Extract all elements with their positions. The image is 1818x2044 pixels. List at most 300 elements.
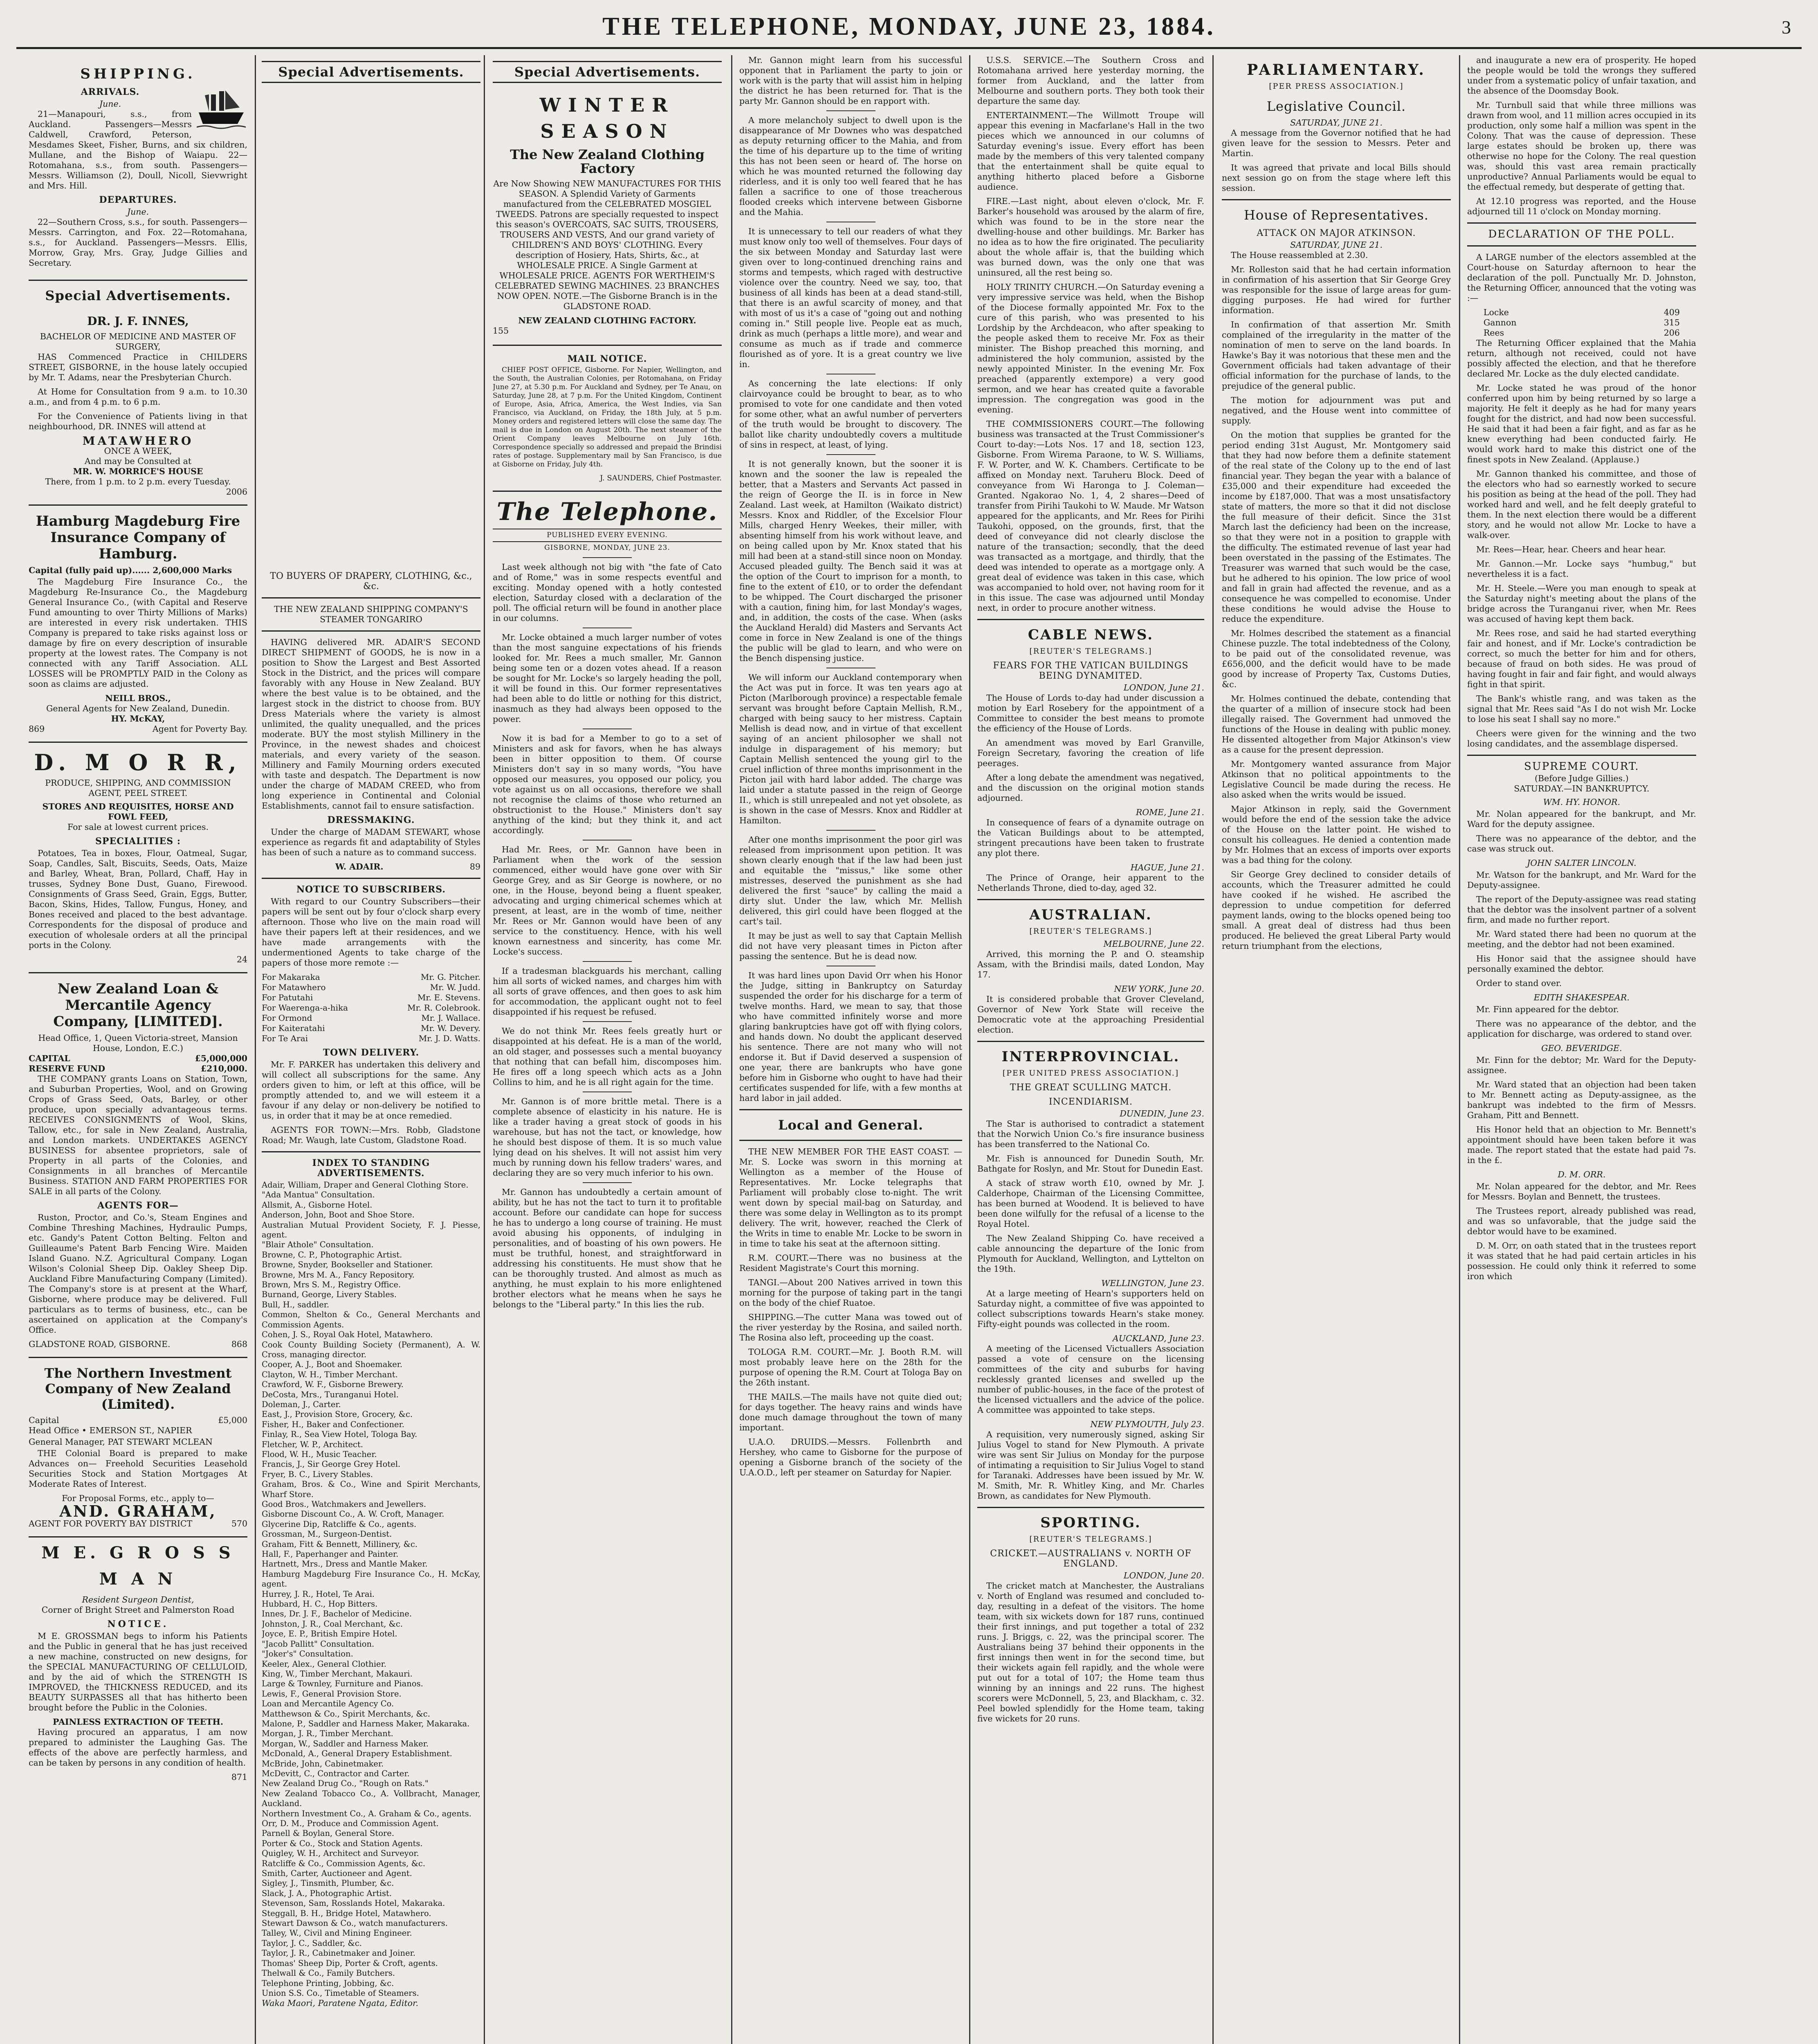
northern-title: The Northern Investment Company of New Zealand (Limited). xyxy=(44,1365,232,1412)
index-item: McDevitt, C., Contractor and Carter. xyxy=(262,1768,410,1778)
index-item: Good Bros., Watchmakers and Jewellers. xyxy=(262,1499,426,1509)
index-item: Browne, C. P., Photographic Artist. xyxy=(262,1250,402,1260)
dateline: WELLINGTON, June 23. xyxy=(1101,1278,1204,1288)
case-name: EDITH SHAKESPEAR. xyxy=(1533,993,1630,1002)
index-item: Joyce, E. P., British Empire Hotel. xyxy=(262,1629,397,1639)
court-paragraph: Mr. Nolan appeared for the debtor, and Mr. Rees for Messrs. Boylan and Bennett, the trustees. xyxy=(1467,1181,1696,1201)
index-item: McBride, John, Cabinetmaker. xyxy=(262,1759,384,1768)
attack-heading: ATTACK ON MAJOR ATKINSON. xyxy=(1257,228,1416,238)
innes-body: HAS Commenced Practice in CHILDERS STREET, GISBORNE, in the house lately occupied by Mr. T. Adams, near the Presbyterian Church. xyxy=(29,352,247,382)
innes-ref: 2006 xyxy=(226,487,247,497)
index-item: Sigley, J., Tinsmith, Plumber, &c. xyxy=(262,1878,394,1888)
sculling-heading: THE GREAT SCULLING MATCH. xyxy=(1010,1083,1172,1093)
grossman-ad xyxy=(29,1540,247,1782)
local-paragraph: U.A.O. DRUIDS.—Messrs. Follenbrth and Hershey, who came to Gisborne for the purpose of opening a Gisborne branch of the society of the U.A.O.D., left per steamer on Saturday for Napier. xyxy=(739,1437,962,1477)
dateline: NEW YORK, June 20. xyxy=(1114,984,1204,994)
house-paragraph: The House reassembled at 2.30. xyxy=(1231,250,1368,260)
index-item: Australian Mutual Provident Society, F. J. Piesse, agent. xyxy=(262,1220,480,1240)
index-item: Francis, J., Sir George Grey Hotel. xyxy=(262,1459,401,1469)
index-item: Cohen, J. S., Royal Oak Hotel, Matawhero. xyxy=(262,1330,433,1340)
press-credit: [PER PRESS ASSOCIATION.] xyxy=(1269,82,1404,91)
clothing-footer: NEW ZEALAND CLOTHING FACTORY. xyxy=(518,316,696,325)
index-item: Fletcher, W. P., Architect. xyxy=(262,1439,363,1449)
index-item: Morgan, J. R., Timber Merchant. xyxy=(262,1729,393,1739)
shipping-company-notice: THE NEW ZEALAND SHIPPING COMPANY'S STEAMER TONGARIRO xyxy=(274,604,468,624)
northern-capital-value: £5,000 xyxy=(218,1415,247,1425)
index-item: Graham, Bros. & Co., Wine and Spirit Merchants, Wharf Store. xyxy=(262,1479,480,1499)
sporting-heading: SPORTING. xyxy=(1040,1515,1141,1531)
council-date: SATURDAY, JUNE 21. xyxy=(1290,118,1383,128)
orr-specialities: Potatoes, Tea in boxes, Flour, Oatmeal, Sugar, Soap, Candles, Salt, Biscuits, Seeds, Oats, Maize and Barley, Wheat, Bran, Pollard, Chaff, Hay in trusses, Sydney Bone Dust, Guano, Firewood. Consignments of Grass Seed, Grain, Eggs, Butter, Bacon, Skins, Hides, Tallow, Fungus, Honey, and Bones received and placed to the best advantage. Correspondents for the disposal of produce and execution of wholesale orders at all the principal ports in the Colony. xyxy=(29,848,247,950)
local-paragraph: THE MAILS.—The mails have not quite died out; for days together. The heavy rains and winds have done much damage throughout the town of many important. xyxy=(739,1392,962,1432)
poll-paragraph: Cheers were given for the winning and the two losing candidates, and the assemblage dispersed. xyxy=(1467,728,1696,749)
column-rule xyxy=(484,55,485,2044)
index-item: Thomas' Sheep Dip, Porter & Croft, agents. xyxy=(262,1958,438,1968)
case-name: D. M. ORR. xyxy=(1558,1170,1606,1179)
leader-paragraph: Now it is bad for a Member to go to a set of Ministers and ask for favors, when he has always been in bitter opposition to them. Of course Ministers don't say in so many words, "You have opposed our measures, you opposed our policy, you vote against us on all occasions, therefore we shall not recognise the claims of those who returned an obstructionist to the House." Ministers don't say anything of the kind; but they think it, and act accordingly. xyxy=(493,733,722,835)
northern-body: THE Colonial Board is prepared to make Advances on— Freehold Securities Leasehold Securities Stock and Station Mortgages At Moderate Rates of Interest. xyxy=(29,1448,247,1489)
poll-paragraph: The Returning Officer explained that the Mahia return, although not received, could not have possibly affected the election, and that he therefore declared Mr. Locke as the duly elected candidate. xyxy=(1467,338,1696,379)
index-item: Thelwall & Co., Family Butchers. xyxy=(262,1968,395,1978)
blank-advert-space xyxy=(262,85,480,568)
inter-paragraph: The New Zealand Shipping Co. have received a cable announcing the departure of the Ionic from Plymouth for Auckland, Wellington, and Lyttelton on the 19th. xyxy=(977,1233,1204,1274)
index-item: Bull, H., saddler. xyxy=(262,1300,330,1309)
dateline: AUCKLAND, June 23. xyxy=(1112,1334,1204,1343)
arrivals-text: 21—Manapouri, s.s., from Auckland. Passengers—Messrs Caldwell, Crawford, Peterson, Mesdames Skeet, Fisher, Burns, and six children, Mullane, and the Bishop of Waiapu. 22—Rotomahana, s.s., from south. Passengers—Messrs. Williamson (2), Doull, Nicoll, Sievwright and Mrs. Hill. xyxy=(29,109,247,191)
adair-signature: W. ADAIR. xyxy=(335,862,384,872)
index-item: Large & Townley, Furniture and Pianos. xyxy=(262,1679,423,1689)
steamship-icon xyxy=(197,87,246,132)
hamburg-ad xyxy=(29,506,247,743)
court-paragraph: Mr. Ward stated there had been no quorum at the meeting, and the debtor had not been examined. xyxy=(1467,929,1696,949)
mail-body: CHIEF POST OFFICE, Gisborne. For Napier, Wellington, and the South, the Australian Colonies, per Rotomahana, on Friday June 27, at 5.30 p.m. For Auckland and Sydney, per Te Anau, on Saturday, June 28, at 7 p.m. For the United Kingdom, Continent of Europe, Asia, Africa, America, the West Indies, via San Francisco, via Auckland, on Friday, the 18th July, at 5 p.m. Money orders and registered letters will close the same day. The mail is due in London on August 20th. The next steamer of the Orient Company leaves Melbourne on July 16th. Correspondence specially so addressed and prepaid the Brindisi rates of postage. Supplementary mail by San Francisco, is due at Gisborne on Friday, July 4th. xyxy=(493,366,722,468)
poll-paragraph: Mr. Gannon thanked his committee, and those of the electors who had so earnestly worked to secure his position as being at the head of the poll. They had worked hard and well, and he felt deeply grateful to them. In the next election there would be a different story, and he would not allow Mr. Locke to have a walk-over. xyxy=(1467,469,1696,540)
index-item: McDonald, A., General Drapery Establishment. xyxy=(262,1749,452,1759)
house-paragraph: Sir George Grey declined to consider details of accounts, which the Treasurer admitted he could have cooked if he wished. He ascribed the depression to undue competition for deferred payment lands, owing to the blocks opened being too small. A great deal of distress had thus been produced. He believed the great Liberal Party would return triumphant from the elections, xyxy=(1222,870,1451,951)
index-item: Taylor, J. C., Saddler, &c. xyxy=(262,1938,362,1948)
house-paragraph: Mr. Montgomery wanted assurance from Major Atkinson that no political appointments to the Legislative Council be made during the recess. He also asked when the writs would be issued. xyxy=(1222,759,1451,800)
court-paragraph: Mr. Ward stated that an objection had been taken to Mr. Bennett acting as Deputy-assignee, as the bankrupt was indebted to the firm of Messrs. Graham, Pitt and Bennett. xyxy=(1467,1080,1696,1120)
index-item: Brown, Mrs S. M., Registry Office. xyxy=(262,1280,401,1290)
delivery-body: Mr. F. PARKER has undertaken this delivery and will collect all subscriptions for the same. Any orders given to him, or left at this office, will be promptly attended to, and we will esteem it a favour if any delay or non-delivery be notified to us, in order that it may be at once remedied. xyxy=(262,1060,480,1121)
index-item: Cooper, A. J., Boot and Shoemaker. xyxy=(262,1360,403,1369)
court-paragraph: Mr. Finn appeared for the debtor. xyxy=(1476,1004,1619,1014)
column-7 xyxy=(1467,55,1696,2044)
sporting-paragraph: The cricket match at Manchester, the Australians v. North of England was resumed and concluded to-day, resulting in a defeat of the visitors. The home team, with six wickets down for 187 runs, continued their first innings, and put together a total of 232 runs. J. Briggs, c. 22, was the principal scorer. The Australians being 37 behind their opponents in the first innings then went in for the second time, but their wickets again fell rapidly, and the whole were put out for a total of 107; the Home team thus winning by an innings and 22 runs. The highest scorers were McDonnell, 5, 23, and Blackham, c. 32. Peel bowled splendidly for the Home team, taking five wickets for 20 runs. xyxy=(977,1581,1204,1724)
index-item: Morgan, W., Saddler and Harness Maker. xyxy=(262,1739,429,1748)
index-item: Northern Investment Co., A. Graham & Co., agents. xyxy=(262,1809,471,1818)
northern-ref: 570 xyxy=(231,1519,247,1529)
court-paragraph: Order to stand over. xyxy=(1476,978,1562,988)
poll-paragraph: Mr. Rees rose, and said he had started everything fair and honest, and if Mr. Locke's contradiction be correct, so much the better for him and for others, because of fraud on both sides. He was proud of having fought in fair and fair fight, and would always fight in that spirit. xyxy=(1467,628,1696,689)
incendiarism-heading: INCENDIARISM. xyxy=(1048,1097,1133,1107)
house-paragraph: Major Atkinson in reply, said the Government would before the end of the session take the advice of the House on the latter point. He wished to consult his colleagues. He denied a contention made by Mr. Holmes that an excess of imports over exports was a bad thing for the colony. xyxy=(1222,804,1451,865)
cable-news-heading: CABLE NEWS. xyxy=(1028,627,1154,643)
index-item: Anderson, John, Boot and Shoe Store. xyxy=(262,1210,415,1220)
innes-house: MR. W. MORRICE'S HOUSE xyxy=(73,466,203,476)
court-paragraph: Mr. Finn for the debtor; Mr. Ward for the Deputy-assignee. xyxy=(1467,1055,1696,1075)
nz-loan-agents: Ruston, Proctor, and Co.'s, Steam Engines and Combine Threshing Machines, Hydraulic Pumps, etc. Gandy's Patent Cotton Belting. Felton and Guilleaume's Patent Barb Fencing Wire. Maiden Island Guano. N.Z. Agricultural Company. Logan Wilson's Colonial Sheep Dip. Oakley Sheep Dip. Auckland Fibre Manufacturing Company (Limited). The Company's store is at present at the Wharf, Gisborne, where produce may be delivered. Full particulars as to terms of business, etc., can be ascertained on application at the Company's Office. xyxy=(29,1213,247,1335)
australian-paragraph: Arrived, this morning the P. and O. steamship Assam, with the Brindisi mails, dated London, May 17. xyxy=(977,949,1204,979)
local-paragraph: TANGI.—About 200 Natives arrived in town this morning for the purpose of taking part in the tangi on the body of the chief Ruatoe. xyxy=(739,1278,962,1308)
court-paragraph: Mr. Nolan appeared for the bankrupt, and Mr. Ward for the deputy assignee. xyxy=(1467,809,1696,829)
australian-heading: AUSTRALIAN. xyxy=(1029,907,1152,923)
article-paragraph: We will inform our Auckland contemporary when the Act was put in force. It was ten years ago at Picton (Marlborough province) a respectable female servant was brought before Captain Mellish, R.M., charged with being saucy to her mistress. Captain Mellish is dead now, and in virtue of that excellent saying of an ancient philosopher we shall not indulge in disparagement of his memory; but Captain Mellish sentenced the young girl to the cruel infliction of three months imprisonment in the Picton jail with hard labor added. The charge was laid under a statute passed in the reign of George II., which is still unrepealed and not yet obsolete, as is shown in the case of Messrs. Knox and Riddler at Hamilton. xyxy=(739,672,962,825)
index-item: Stewart Dawson & Co., watch manufacturers. xyxy=(262,1918,448,1928)
court-paragraph: His Honor said that the assignee should have personally examined the debtor. xyxy=(1467,954,1696,974)
list-item: For Patutahi Mr. E. Stevens. xyxy=(262,993,480,1002)
index-item: Slack, J. A., Photographic Artist. xyxy=(262,1888,392,1898)
masthead xyxy=(25,8,1793,45)
mail-signature: J. SAUNDERS, Chief Postmaster. xyxy=(600,474,722,482)
masthead-rule xyxy=(16,47,1802,49)
local-paragraph: R.M. COURT.—There was no business at the Resident Magistrate's Court this morning. xyxy=(739,1253,962,1273)
dateline: DUNEDIN, June 23. xyxy=(1120,1109,1204,1118)
article-paragraph: It may be just as well to say that Captain Mellish did not have very pleasant times in Picton after passing the sentence. But he is dead now. xyxy=(739,931,962,961)
orr-sale: For sale at lowest current prices. xyxy=(67,822,209,832)
nz-loan-reserve-value: £210,000. xyxy=(200,1064,247,1074)
northern-agent: AND. GRAHAM, xyxy=(59,1502,217,1520)
inter-paragraph: A stack of straw worth £10, owned by Mr. J. Calderhope, Chairman of the Licensing Committee, has been burned at Woodend. It is believed to have been done wilfully for the refusal of a license to the Royal Hotel. xyxy=(977,1178,1204,1229)
index-item: "Ada Mantua" Consultation. xyxy=(262,1190,375,1200)
dateline: ROME, June 21. xyxy=(1136,807,1204,817)
innes-name: DR. J. F. INNES, xyxy=(87,314,189,328)
published-line: PUBLISHED EVERY EVENING. xyxy=(493,529,722,542)
hamburg-title: Hamburg Magdeburg Fire Insurance Company of Hamburg. xyxy=(36,513,240,562)
local-paragraph: FIRE.—Last night, about eleven o'clock, Mr. F. Barker's household was aroused by the alarm of fire, which was found to be in the store near the dwelling-house and other buildings. Mr. Barker has no idea as to how the fire originated. The peculiarity about the whole affair is, that the building which was burned down, was the only one that was uninsured, all the rest being so. xyxy=(977,196,1204,278)
local-paragraph: TOLOGA R.M. COURT.—Mr. J. Booth R.M. will most probably leave here on the 28th for the purpose of opening the R.M. Court at Tologa Bay on the 26th instant. xyxy=(739,1347,962,1387)
masthead-title: THE TELEPHONE, MONDAY, JUNE 23, 1884. xyxy=(602,12,1216,40)
index-item: Flood, W. H., Music Teacher. xyxy=(262,1449,377,1459)
delivery-agents: AGENTS FOR TOWN:—Mrs. Robb, Gladstone Road; Mr. Waugh, late Custom, Gladstone Road. xyxy=(262,1125,480,1145)
index-item: Glycerine Dip, Ratcliffe & Co., agents. xyxy=(262,1519,417,1529)
adair-ref: 89 xyxy=(469,862,480,872)
index-item: Burnand, George, Livery Stables. xyxy=(262,1290,397,1300)
innes-ad xyxy=(29,307,247,506)
dressmaking-heading: DRESSMAKING. xyxy=(327,815,415,825)
press-credit: [PER UNITED PRESS ASSOCIATION.] xyxy=(1002,1069,1179,1078)
index-item: "Joker's" Consultation. xyxy=(262,1649,353,1659)
house-paragraph: Mr. Rolleston said that he had certain information in confirmation of his assertion that Sir George Grey was responsible for the issue of large areas for gum-digging purposes. He had wired for further information. xyxy=(1222,264,1451,315)
orr-role: PRODUCE, SHIPPING, AND COMMISSION AGENT, PEEL STREET. xyxy=(45,778,231,798)
table-row: Gannon 315 xyxy=(1484,318,1680,327)
index-item: "Blair Athole" Consultation. xyxy=(262,1240,374,1250)
adair-body: HAVING delivered MR. ADAIR'S SECOND DIRECT SHIPMENT of GOODS, he is now in a position to Show the Largest and Best Assorted Stock in the District, and the prices will compare favorably with any House in New Zealand. BUY where the best value is to be obtained, and the largest stock in the district to choose from. BUY Dress Materials where the variety is almost unlimited, the quality unequalled, and the prices moderate. BUY the most stylish Millinery in the Province, in the newest shades and choicest materials, and every variety of the season. Millinery and Family Mourning orders executed with taste and despatch. The Department is now under the charge of MADAM CREED, who from long experience in Continental and Colonial Establishments, cannot fail to ensure satisfaction. xyxy=(262,637,480,811)
column-rule xyxy=(969,55,970,2044)
grossman-address: Corner of Bright Street and Palmerston Road xyxy=(41,1605,235,1615)
northern-agent-role: AGENT FOR POVERTY BAY DISTRICT xyxy=(29,1519,193,1529)
index-item: Finlay, R., Sea View Hotel, Tologa Bay. xyxy=(262,1430,417,1439)
index-item: Stevenson, Sam, Rosslands Hotel, Makaraka. xyxy=(262,1898,445,1908)
poll-results xyxy=(1467,307,1696,338)
index-item: Hall, F., Paperhanger and Painter. xyxy=(262,1549,399,1559)
index-item: "Jacob Pallitt" Consultation. xyxy=(262,1639,375,1649)
reuters-credit: [REUTER'S TELEGRAMS.] xyxy=(1029,1535,1152,1544)
article-paragraph: It is not generally known, but the sooner it is known and the sooner the law is repealed the better, that a Masters and Servants Act passed in the reign of George the II. is in force in New Zealand. Last week, at Hamilton (Waikato district) Messrs. Knox and Riddler, of the Excelsior Flour Mills, charged Henry Weekes, their miller, with absenting himself from his work without leave, and on being called upon by Mr. Knox stated that his mill had been at a stand-still since noon on Monday. Accused pleaded guilty. The Bench said it was at the option of the Court to imprison for a month, to fine to the extent of £10, or to order the defendant to be whipped. The Court discharged the prisoner with a caution, fining him, for last Monday's wages, and, in addition, the costs of the case. When (asks the Auckland Herald) did Masters and Servants Act come in force in New Zealand is one of the things the public will be glad to learn, and who were on the Bench dispensing justice. xyxy=(739,459,962,663)
index-item: Hubbard, H. C., Hop Bitters. xyxy=(262,1599,378,1609)
index-item: Telephone Printing, Jobbing, &c. xyxy=(262,1978,394,1988)
special-ads-heading: Special Advertisements. xyxy=(45,288,231,303)
index-item: Hartnett, Mrs., Dress and Mantle Maker. xyxy=(262,1559,428,1569)
index-item: Clayton, W. H., Timber Merchant. xyxy=(262,1369,398,1379)
index-item: Quigley, W. H., Architect and Surveyor. xyxy=(262,1849,419,1858)
index-item: Grossman, M., Surgeon-Dentist. xyxy=(262,1529,392,1539)
index-item: Adair, William, Draper and General Clothing Store. xyxy=(262,1180,469,1190)
local-paragraph: U.S.S. SERVICE.—The Southern Cross and Rotomahana arrived here yesterday morning, the former from Auckland, and the latter from Melbourne and southern ports. They both took their departure the same day. xyxy=(977,55,1204,106)
house-date: SATURDAY, JUNE 21. xyxy=(1290,240,1383,250)
local-paragraph: ENTERTAINMENT.—The Willmott Troupe will appear this evening in Macfarlane's Hall in the two pieces which we announced in our columns of Saturday evening's issue. Every effort has been made by the members of this very talented company that the entertainment shall be quite equal to anything hitherto placed before a Gisborne audience. xyxy=(977,110,1204,192)
leader-paragraph: We do not think Mr. Rees feels greatly hurt or disappointed at his defeat. He is a man of the world, an old stager, and possesses such a mental buoyancy that nothing that can befall him, discomposes him. He fires off a long speech which acts as a John Collins to him, and he is all right again for the time. xyxy=(493,1026,722,1087)
grossman-name: M E. G R O S S M A N xyxy=(41,1543,235,1589)
grossman-ref: 871 xyxy=(231,1772,247,1782)
index-item: Smith, Carter, Auctioneer and Agent. xyxy=(262,1869,412,1878)
dateline: HAGUE, June 21. xyxy=(1130,863,1204,872)
poll-paragraph: The Bank's whistle rang, and was taken as the signal that Mr. Rees said "As I do not wish Mr. Locke to lose his seat I shall say no more." xyxy=(1467,694,1696,724)
index-item: Cook County Building Society (Permanent), A. W. Cross, managing director. xyxy=(262,1340,480,1359)
innes-convenience: For the Convenience of Patients living in that neighbourhood, DR. INNES will attend at xyxy=(29,411,247,431)
clothing-factory-ad xyxy=(493,85,722,346)
delivery-heading: TOWN DELIVERY. xyxy=(323,1047,420,1058)
hamburg-body: The Magdeburg Fire Insurance Co., the Magdeburg Re-Insurance Co., the Magdeburg General Insurance Co., (with Capital and Reserve Fund amounting to over Thirty Millions of Marks) are interested in every risk undertaken. THIS Company is prepared to take risks against loss or damage by fire on every description of insurable property at the lowest rates. The Company is not connected with any Tariff Association. ALL LOSSES will be PROMPTLY PAID in the Colony as soon as claims are adjusted. xyxy=(29,577,247,689)
court-paragraph: D. M. Orr, on oath stated that in the trustees report it was stated that he had paid certain articles in his possession. He could only think it referred to some iron which xyxy=(1467,1241,1696,1281)
special-ads-heading: Special Advertisements. xyxy=(262,61,480,83)
house-paragraph: Mr. Holmes continued the debate, contending that the quarter of a million of insecure stock had been illegally raised. The Government had unmoved the functions of the House in dealing with public money. He dissented altogether from Major Atkinson's view as a cause for the present depression. xyxy=(1222,694,1451,755)
list-item: For Te Arai Mr. J. D. Watts. xyxy=(262,1033,480,1043)
council-heading: Legislative Council. xyxy=(1266,99,1406,114)
index-item: Union S.S. Co., Timetable of Steamers. xyxy=(262,1988,419,1998)
dateline: MELBOURNE, June 22. xyxy=(1103,939,1204,949)
index-item: East, J., Provision Store, Grocery, &c. xyxy=(262,1410,413,1419)
index-item: King, W., Timber Merchant, Makauri. xyxy=(262,1669,413,1679)
poll-paragraph: Mr. Locke stated he was proud of the honor conferred upon him by being returned by so large a majority. He felt it deeply as he had for many years fought for the district, and had now been successful. He said that it had been a fair fight, and as far as he knew everything had been conducted fairly. He would work hard to make this district one of the finest spots in New Zealand. (Applause.) xyxy=(1467,383,1696,464)
case-name: GEO. BEVERIDGE. xyxy=(1541,1043,1622,1053)
house-paragraph: Mr. Turnbull said that while three millions was drawn from wool, and 11 million acres occupied in its production, only some half a million was spent in the Colony. That was the cause of depression. These large estates should be broken up, there was otherwise no hope for the Colony. The real question was, should this vast area remain practically unproductive? Annual Parliaments would be equal to the effectual remedy, but desperate of getting that. xyxy=(1467,100,1696,192)
grossman-notice-heading: NOTICE. xyxy=(107,1619,169,1629)
poll-intro: A LARGE number of the electors assembled at the Court-house on Saturday afternoon to hear the declaration of the poll. Punctually Mr. D. Johnston, the Returning Officer, announced that the voting was :— xyxy=(1467,252,1696,303)
northern-manager: General Manager, PAT STEWART MCLEAN xyxy=(29,1437,213,1447)
dateline: NEW PLYMOUTH, July 23. xyxy=(1090,1419,1204,1429)
index-item: Fisher, H., Baker and Confectioner. xyxy=(262,1419,404,1429)
index-item: Crawford, W. F., Gisborne Brewery. xyxy=(262,1380,404,1390)
index-list xyxy=(262,1180,480,1998)
reuters-credit: [REUTER'S TELEGRAMS.] xyxy=(1029,927,1152,936)
newspaper-nameplate: The Telephone. xyxy=(496,498,718,526)
court-paragraph: The Trustees report, already published was read, and was so unfavorable, that the judge said the debtor would have to be examined. xyxy=(1467,1206,1696,1236)
cable-paragraph: An amendment was moved by Earl Granville, Foreign Secretary, favoring the creation of life peerages. xyxy=(977,738,1204,768)
drapery-notice: TO BUYERS OF DRAPERY, CLOTHING, &c., &c. xyxy=(270,571,472,592)
subscribers-heading: NOTICE TO SUBSCRIBERS. xyxy=(296,884,446,895)
column-2 xyxy=(262,55,480,2044)
column-rule xyxy=(1459,55,1460,2044)
northern-apply: For Proposal Forms, etc., apply to— xyxy=(62,1493,214,1503)
orr-ad xyxy=(29,743,247,973)
hamburg-local-role: Agent for Poverty Bay. xyxy=(152,724,247,734)
court-paragraph: There was no appearance of the debtor, and the case was struck out. xyxy=(1467,834,1696,854)
court-cases xyxy=(1467,797,1696,1282)
list-item: For Makaraka Mr. G. Pitcher. xyxy=(262,972,480,982)
list-item: For Matawhero Mr. W. Judd. xyxy=(262,982,480,992)
council-paragraph: It was agreed that private and local Bills should next session go on from the stage where left this session. xyxy=(1222,163,1451,193)
index-item: Ratcliffe & Co., Commission Agents, &c. xyxy=(262,1858,426,1868)
cable-paragraph: The House of Lords to-day had under discussion a motion by Earl Rosebery for the appointment of a Committee to consider the best means to promote the efficiency of the House of Lords. xyxy=(977,693,1204,733)
innes-title: BACHELOR OF MEDICINE AND MASTER OF SURGERY, xyxy=(40,332,236,352)
grossman-painless: PAINLESS EXTRACTION OF TEETH. xyxy=(53,1717,223,1727)
nz-loan-office: Head Office, 1, Queen Victoria-street, Mansion House, London, E.C.) xyxy=(38,1033,238,1053)
local-paragraph: THE COMMISSIONERS COURT.—The following business was transacted at the Trust Commissioner's Court to-day:—Lots Nos. 17 and 18, section 123, Gisborne. From Wirema Paraone, to W. S. Williams, F. W. Porter, and W. K. Chambers. Certificate to be affixed on Monday next. Taruheru Block. Deed of conveyance from Wi Haronga to J. Coleman—Granted. Ngakorao No. 1, 4, 2 shares—Deed of transfer from Pirihi Taukohi to W. Maude. Mr Watson appeared for the applicants, and Mr. Rees for Pirihi Taukohi, opposed, on the grounds, first, that the deed of conveyance did not clearly disclose the nature of the transaction; secondly, that the deed was transacted as a mortgage, and thirdly, that the deed was intended to operate as a mortgage only. A great deal of evidence was taken in this case, which was accompanied to hold over, not having room for it in this issue. The case was adjourned until Monday next, in order to procure another witness. xyxy=(977,419,1204,613)
orr-stores: STORES AND REQUISITES, HORSE AND FOWL FEED, xyxy=(42,802,234,822)
clothing-body: Are Now Showing NEW MANUFACTURES FOR THIS SEASON. A Splendid Variety of Garments manufactured from the CELEBRATED MOSGIEL TWEEDS. Patrons are specially requested to inspect this season's OVERCOATS, SAC SUITS, TROUSERS, TROUSERS AND VESTS, And our grand variety of CHILDREN'S AND BOYS' CLOTHING. Every description of Hosiery, Hats, Shirts, &c., at WHOLESALE PRICE. A Single Garment at WHOLESALE PRICE. AGENTS FOR WERTHEIM'S CELEBRATED SEWING MACHINES. 23 BRANCHES NOW OPEN. NOTE.—The Gisborne Branch is in the GLADSTONE ROAD. xyxy=(493,179,721,311)
article-paragraph: As concerning the late elections: If only clairvoyance could be brought to bear, as to who promised to vote for one candidate and then voted for some other, what an awful number of perverters of the truth would be brought to discovery. The ballot like charity undoubtedly covers a multitude of sins in respect, at least, of lying. xyxy=(739,379,962,450)
inter-paragraph: The Star is authorised to contradict a statement that the Norwich Union Co.'s fire insurance business has been transferred to the National Co. xyxy=(977,1119,1204,1149)
shipping-heading: SHIPPING. xyxy=(80,66,196,82)
nz-loan-reserve-label: RESERVE FUND xyxy=(29,1064,105,1074)
poll-heading: DECLARATION OF THE POLL. xyxy=(1488,228,1675,240)
index-item: Talley, W., Civil and Mining Engineer. xyxy=(262,1928,412,1938)
reuters-credit: [REUTER'S TELEGRAMS.] xyxy=(1029,647,1152,656)
court-paragraph: His Honor held that an objection to Mr. Bennett's appointment should have been taken before it was made. The report stated that the estate had paid 7s. in the £. xyxy=(1467,1125,1696,1165)
article-paragraph: Mr. Gannon might learn from his successful opponent that in Parliament the party to join or work with is the party that will assist him in helping the district he has been returned for. That is the party Mr. Gannon should be en rapport with. xyxy=(739,55,962,106)
index-item: Lewis, F., General Provision Store. xyxy=(262,1689,402,1699)
court-date: SATURDAY.—IN BANKRUPTCY. xyxy=(1514,784,1650,793)
house-heading: House of Representatives. xyxy=(1244,207,1429,223)
index-item: Hamburg Magdeburg Fire Insurance Co., H. McKay, agent. xyxy=(262,1569,480,1589)
subscribers-body: With regard to our Country Subscribers—their papers will be sent out by four o'clock sharp every afternoon. Those who live on the main road will have their papers left at their residences, and we have made arrangements with the undermentioned Agents to take charge of the papers of those more remote :— xyxy=(262,896,480,968)
winter-season-title: WINTER SEASON xyxy=(539,94,675,142)
nz-loan-body: THE COMPANY grants Loans on Station, Town, and Suburban Properties, Wool, and on Growing Crops of Grass Seed, Oats, Barley, or other produce, upon specially advantageous terms. RECEIVES CONSIGNMENTS of Wool, Skins, Tallow, etc., for sale in New Zealand, Australia, and London markets. UNDERTAKES AGENCY BUSINESS for absentee proprietors, sale of Property in all parts of the Colonies, and Consignments in all branches of Mercantile Business. STATION AND FARM PROPERTIES FOR SALE in all parts of the Colony. xyxy=(29,1074,247,1196)
inter-paragraph: At a large meeting of Hearn's supporters held on Saturday night, a committee of five was appointed to collect subscriptions towards Hearn's stake money. Fifty-eight pounds was collected in the room. xyxy=(977,1289,1204,1329)
nz-loan-ref: 868 xyxy=(231,1339,247,1349)
council-paragraph: A message from the Governor notified that he had given leave for the session to Messrs. Peter and Martin. xyxy=(1222,128,1451,158)
arrivals-month: June. xyxy=(99,99,121,109)
leader-paragraph: Had Mr. Rees, or Mr. Gannon have been in Parliament when the work of the session commenced, either would have gone over with Sir George Grey, and as Sir George is nowhere, or no one, in the House, beyond being a fluent speaker, advocating and urging chimerical schemes which at present, at least, are in the womb of time, neither Mr. Rees or Mr. Gannon would have been of any service to the constituency. Hence, with his well known earnestness and sincerity, has come Mr. Locke's success. xyxy=(493,845,722,957)
column-1 xyxy=(29,55,247,2044)
list-item: For Kaiteratahi Mr. W. Devery. xyxy=(262,1023,480,1033)
grossman-body-2: Having procured an apparatus, I am now prepared to administer the Laughing Gas. The effects of the above are perfectly harmless, and can be taken by persons in any condition of health. xyxy=(29,1727,247,1768)
nz-loan-title: New Zealand Loan & Mercantile Agency Company, [LIMITED]. xyxy=(53,981,223,1030)
nz-loan-address: GLADSTONE ROAD, GISBORNE. xyxy=(29,1339,171,1349)
northern-investment-ad xyxy=(29,1358,247,1537)
column-rule xyxy=(731,55,732,2044)
case-name: JOHN SALTER LINCOLN. xyxy=(1527,858,1636,868)
arrivals-heading: ARRIVALS. xyxy=(81,87,140,97)
article-paragraph: A more melancholy subject to dwell upon is the disappearance of Mr Downes who was despatched as deputy returning officer to the Mahia, and from the time of his departure up to the time of writing this has not been seen or heard of. The horse on which he was mounted returned the following day riderless, and it is only too well feared that he has fallen a sacrifice to one of those treacherous flooded creeks which intervene between Gisborne and the Mahia. xyxy=(739,115,962,217)
house-paragraph: On the motion that supplies be granted for the period ending 31st August, Mr. Montgomery said that they had now before them a definite statement of the real state of the Colony up to the end of last financial year. They began the year with a balance of £35,000 and their expenditure had exceeded the income by £187,000. That was a most unsatisfactory state of matters, the more so that it did not disclose the full measure of their deficit. Since the 31st March last the deficiency had been on the increase, so that they were not in a position to grapple with the difficulty. The estimated revenue of last year had been overstated in the passing of the Estimates. The Treasurer was warned that such would be the case, but he adhered to his opinion. The low price of wool and fall in grain had affected the revenue, and as a consequence he was compelled to economise. Under these conditions he would advise the House to reduce the expenditure. xyxy=(1222,430,1451,624)
table-row: Rees 206 xyxy=(1484,328,1680,338)
index-item: Taylor, J. R., Cabinetmaker and Joiner. xyxy=(262,1948,415,1958)
index-item: Parnell & Boylan, General Store. xyxy=(262,1829,395,1838)
index-item: Hurrey, J. R., Hotel, Te Arai. xyxy=(262,1589,375,1599)
index-item: Browne, Mrs M. A., Fancy Repository. xyxy=(262,1270,415,1280)
court-judge: (Before Judge Gillies.) xyxy=(1535,773,1629,783)
hamburg-ref: 869 xyxy=(29,724,45,734)
nz-loan-ad xyxy=(29,973,247,1358)
local-paragraph: THE NEW MEMBER FOR THE EAST COAST. —Mr. S. Locke was sworn in this morning at Wellington as a member of the House of Representatives. Mr. Locke telegraphs that Parliament will probably close to-night. The writ went down by special mail-bag on Saturday, and there was some delay in Wellington as to its prompt delivery. The writ, however, reached the Clerk of the Writs in time to enable Mr. Locke to be sworn in in time to take his seat at the afternoon sitting. xyxy=(739,1147,962,1248)
index-item: New Zealand Drug Co., "Rough on Rats." xyxy=(262,1779,429,1788)
innes-place: MATAWHERO xyxy=(82,434,194,448)
list-item: For Ormond Mr. J. Wallace. xyxy=(262,1013,480,1023)
orr-specialities-heading: SPECIALITIES : xyxy=(95,836,181,847)
departures-month: June. xyxy=(127,207,149,217)
northern-head-office: Head Office • EMERSON ST., NAPIER xyxy=(29,1425,192,1435)
orr-ref: 24 xyxy=(236,955,247,964)
index-footer: Waka Maori, Paratene Ngata, Editor. xyxy=(262,1998,419,2008)
house-paragraph: and inaugurate a new era of prosperity. He hoped the people would be told the wrongs they suffered under from a systematic policy of unfair taxation, and the absence of the Doomsday Book. xyxy=(1467,55,1696,96)
poll-paragraph: Mr. Gannon.—Mr. Locke says "humbug," but nevertheless it is a fact. xyxy=(1467,559,1696,579)
mail-notice xyxy=(493,346,722,492)
local-paragraph: HOLY TRINITY CHURCH.—On Saturday evening a very impressive service was held, when the Bishop of the Diocese formally appointed Mr. Fox to the cure of this parish, who was presented to his Lordship by the Archdeacon, who after speaking to the people asked them to receive Mr. Fox as their minister. The Bishop preached this morning, and administered the holy communion, assisted by the newly appointed Minister. In the evening Mr. Fox preached (apparently extempore) a very good sermon, and we hear has created quite a favorable impression. The congregation was good in the evening. xyxy=(977,282,1204,415)
page-number: 3 xyxy=(1782,17,1793,38)
orr-name: D. M O R R, xyxy=(34,749,242,775)
hamburg-agent: NEILL BROS., xyxy=(105,693,171,703)
nz-loan-capital-label: CAPITAL xyxy=(29,1053,70,1063)
article-paragraph: After one months imprisonment the poor girl was released from imprisonment upon petition. It was shown clearly enough that if the law had been just and equitable the "missus," like some other mistresses, deserved the punishment as she had delivered the first "sauce" by calling the maid a dirty slut. Under the law, which Mr. Mellish delivered, this girl could have been flogged at the cart's tail. xyxy=(739,835,962,926)
column-rule xyxy=(1212,55,1214,2044)
inter-paragraph: Mr. Fish is announced for Dunedin South, Mr. Bathgate for Roslyn, and Mr. Stout for Dunedin East. xyxy=(977,1154,1204,1174)
index-item: Fryer, B. C., Livery Stables. xyxy=(262,1469,373,1479)
article-paragraph: It is unnecessary to tell our readers of what they must know only too well of themselves. Four days of the six between Monday and Saturday last were given over to long-continued drenching rains and storms and tempests, which raged with destructive violence over the country. Need we say, too, that business of all kinds has been at a dead stand-still, that there is an awful scarcity of money, and that with most of us it's a case of "going out and nothing coming in." Still people live. People eat as much, drink as much (perhaps a little more), and wear and consume as much as if trade and commerce flourished as of yore. It is a great country we live in. xyxy=(739,226,962,369)
leader-paragraph: Last week although not big with "the fate of Cato and of Rome," was in some respects eventful and exciting. Monday opened with a hotly contested election, Saturday closed with a declaration of the poll. The official return will be found in another place in our columns. xyxy=(493,562,722,623)
list-item: For Waerenga-a-hika Mr. R. Colebrook. xyxy=(262,1003,480,1013)
column-3 xyxy=(493,55,722,2044)
innes-hours: At Home for Consultation from 9 a.m. to 10.30 a.m., and from 4 p.m. to 6 p.m. xyxy=(29,387,247,407)
index-item: Steggall, B. H., Bridge Hotel, Matawhero. xyxy=(262,1908,431,1918)
index-item: Loan and Mercantile Agency Co. xyxy=(262,1699,394,1709)
index-item: Innes, Dr. J. F., Bachelor of Medicine. xyxy=(262,1609,412,1619)
vatican-heading: FEARS FOR THE VATICAN BUILDINGS BEING DYNAMITED. xyxy=(993,661,1189,681)
northern-capital-label: Capital xyxy=(29,1415,59,1425)
column-4 xyxy=(739,55,962,2044)
index-item: Browne, Snyder, Bookseller and Stationer. xyxy=(262,1260,433,1270)
cable-paragraph: The Prince of Orange, heir apparent to the Netherlands Throne, died to-day, aged 32. xyxy=(977,873,1204,893)
inter-paragraph: A meeting of the Licensed Victuallers Association passed a vote of censure on the licensing committees of the city and suburbs for having recklessly granted licenses and swelled up the number of public-houses, in the face of the protest of the licensed victuallers and the advice of the police. A committee was appointed to take steps. xyxy=(977,1344,1204,1415)
innes-frequency: ONCE A WEEK, xyxy=(104,446,172,456)
index-item: Malone, P., Saddler and Harness Maker, Makaraka. xyxy=(262,1719,470,1728)
mail-heading: MAIL NOTICE. xyxy=(567,354,647,364)
index-item: DeCosta, Mrs., Turanganui Hotel. xyxy=(262,1390,399,1399)
grossman-role: Resident Surgeon Dentist, xyxy=(82,1595,194,1605)
innes-time: There, from 1 p.m. to 2 p.m. every Tuesday. xyxy=(45,477,231,486)
country-agents-list xyxy=(262,972,480,1044)
innes-consult: And may be Consulted at xyxy=(84,456,192,466)
cricket-heading: CRICKET.—AUSTRALIANS v. NORTH OF ENGLAND. xyxy=(990,1549,1192,1569)
column-rule xyxy=(255,55,256,2044)
index-item: Allsmit, A., Gisborne Hotel. xyxy=(262,1200,373,1210)
cable-paragraph: In consequence of fears of a dynamite outrage on the Vatican Buildings about to be attempted, stringent precautions have been taken to frustrate any plot there. xyxy=(977,818,1204,858)
house-paragraph: The motion for adjournment was put and negatived, and the House went into committee of supply. xyxy=(1222,395,1451,426)
house-paragraph: In confirmation of that assertion Mr. Smith complained of the irregularity in the matter of the nomination of men to serve on the land boards. In Hawke's Bay it was notorious that these men and the Government officials had taken advantage of their official information for the purchase of lands, to the prejudice of the general public. xyxy=(1222,320,1451,391)
local-general-heading: Local and General. xyxy=(778,1117,924,1133)
grossman-body: M E. GROSSMAN begs to inform his Patients and the Public in general that he has just received a new machine, constructed on new designs, for the SPECIAL MANUFACTURING OF CELLULOID, and by the aid of which the STRENGTH IS IMPROVED, the THICKNESS REDUCED, and its BEAUTY SURPASSES all that has hitherto been brought before the Public in the Colonies. xyxy=(29,1631,247,1712)
poll-paragraph: Mr. Rees—Hear, hear. Cheers and hear hear. xyxy=(1476,545,1666,554)
cable-paragraph: After a long debate the amendment was negatived, and the discussion on the original motion stands adjourned. xyxy=(977,773,1204,803)
index-item: Graham, Fitt & Bennett, Millinery, &c. xyxy=(262,1539,418,1549)
clothing-ref: 155 xyxy=(493,326,509,336)
index-heading: INDEX TO STANDING ADVERTISEMENTS. xyxy=(312,1158,430,1179)
inter-paragraph: A requisition, very numerously signed, asking Sir Julius Vogel to stand for New Plymouth. A private wire was sent Sir Julius on Monday for the purpose of intimating a requisition to Sir Julius Vogel to stand for Taranaki. Addresses have been issued by Mr. W. M. Smith, Mr. R. Whitley King, and Mr. Charles Brown, as candidates for New Plymouth. xyxy=(977,1430,1204,1501)
leader-paragraph: Mr. Gannon has undoubtedly a certain amount of ability, but he has not the tact to turn it to profitable account. Before our candidate can hope for success he has to undergo a long course of training. He must avoid abusing his opponents, of indulging in personalities, and of boasting of his own powers. He must be truthful, honest, and straightforward in addressing his constituents. He must show that he can be thoroughly trusted. And almost as much as anything, he must explain to his more enlightened brother electors what he means when he says he belongs to the "Liberal party." In this lies the rub. xyxy=(493,1187,722,1309)
column-6 xyxy=(1222,55,1451,2044)
clothing-title: The New Zealand Clothing Factory xyxy=(510,147,705,176)
column-5 xyxy=(977,55,1204,2044)
court-paragraph: Mr. Watson for the bankrupt, and Mr. Ward for the Deputy-assignee. xyxy=(1467,870,1696,890)
hamburg-local-agent: HY. McKAY, xyxy=(111,714,165,724)
dressmaking-body: Under the charge of MADAM STEWART, whose experience as regards fit and adaptability of Styles has been of such a nature as to command success. xyxy=(262,827,480,857)
court-paragraph: The report of the Deputy-assignee was read stating that the debtor was the insolvent partner of a solvent firm, and made no further report. xyxy=(1467,894,1696,925)
dateline: LONDON, June 20. xyxy=(1123,1571,1204,1580)
index-item: Matthewson & Co., Spirit Merchants, &c. xyxy=(262,1709,430,1719)
index-item: Gisborne Discount Co., A. W. Croft, Manager. xyxy=(262,1509,444,1519)
hamburg-capital: Capital (fully paid up)...... 2,600,000 Marks xyxy=(29,565,232,575)
